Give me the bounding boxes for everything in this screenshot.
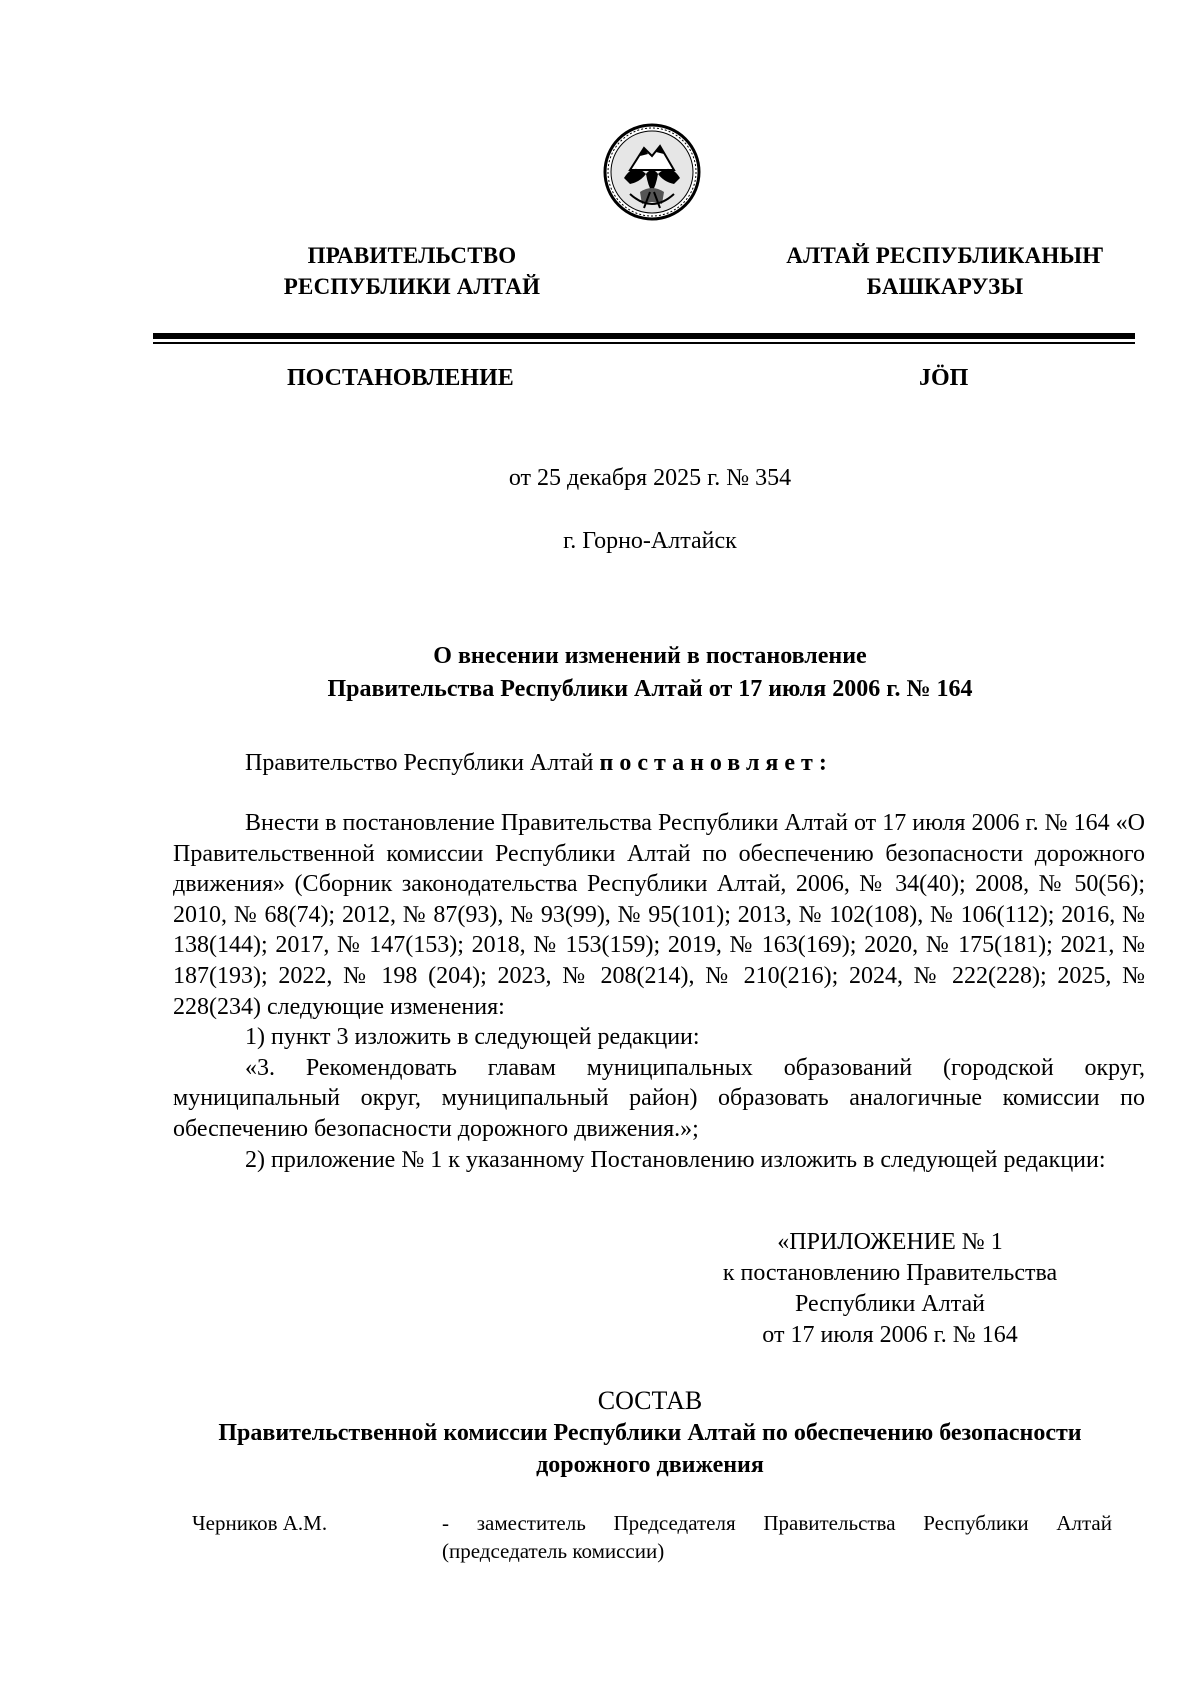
member-role	[442, 1509, 1112, 1565]
doc-type-altai: ЈӦП	[919, 365, 969, 391]
document-body	[173, 808, 1145, 1175]
body-paragraph-2: 1) пункт 3 изложить в следующей редакции:	[245, 1024, 700, 1051]
coat-of-arms-emblem	[600, 122, 704, 222]
appendix-line3: Республики Алтай	[795, 1291, 985, 1317]
header-right-line2: БАШКАРУЗЫ	[866, 274, 1024, 299]
city-line: г. Горно-Алтайск	[563, 528, 737, 554]
header-left-block	[262, 240, 562, 302]
sostav-subtitle-line1: Правительственной комиссии Республики Алтай по обеспечению безопасности	[218, 1420, 1082, 1446]
title-line2: Правительства Республики Алтай от 17 июля 2006 г. № 164	[327, 676, 973, 702]
appendix-line1: «ПРИЛОЖЕНИЕ № 1	[777, 1229, 1003, 1255]
member-role-line2: (председатель комиссии)	[442, 1539, 665, 1563]
header-right-line1: АЛТАЙ РЕСПУБЛИКАНЫҤ	[786, 243, 1104, 268]
member-name: Черников А.М.	[192, 1511, 328, 1535]
sostav-title: СОСТАВ	[597, 1386, 703, 1415]
body-paragraph-3: «3. Рекомендовать главам муниципальных образований (городской округ, муниципальный округ, муниципальный район) образовать аналогичные комиссии по обеспечению безопасности дорожного движения.»;	[173, 1054, 1145, 1142]
header-left-line1: ПРАВИТЕЛЬСТВО	[307, 243, 517, 268]
decree-intro	[245, 748, 1145, 779]
body-paragraph-1: Внести в постановление Правительства Республики Алтай от 17 июля 2006 г. № 164 «О Правительственной комиссии Республики Алтай по обеспечению безопасности дорожного движения» (Сборник законодательства Республики Алтай, 2006, № 34(40); 2008, № 50(56); 2010, № 68(74); 2012, № 87(93), № 93(99), № 95(101); 2013, № 102(108), № 106(112); 2016, № 138(144); 2017, № 147(153); 2018, № 153(159); 2019, № 163(169); 2020, № 175(181); 2021, № 187(193); 2022, № 198 (204); 2023, № 208(214), № 210(216); 2024, № 222(228); 2025, № 228(234) следующие изменения:	[173, 810, 1145, 1020]
doc-type-russian: ПОСТАНОВЛЕНИЕ	[287, 365, 514, 391]
date-number-line: от 25 декабря 2025 г. № 354	[508, 465, 792, 491]
member-role-line1: - заместитель Председателя Правительства Республики Алтай	[442, 1511, 1112, 1535]
document-title	[180, 640, 1120, 706]
appendix-line4: от 17 июля 2006 г. № 164	[762, 1322, 1018, 1348]
header-divider-thin	[153, 342, 1135, 344]
decree-word: постановляет	[599, 750, 819, 776]
header-divider-thick	[153, 333, 1135, 339]
appendix-reference	[700, 1227, 1080, 1351]
header-right-block	[785, 240, 1105, 302]
title-line1: О внесении изменений в постановление	[433, 643, 867, 669]
intro-text: Правительство Республики Алтай	[245, 750, 600, 776]
commission-composition-heading	[180, 1385, 1120, 1481]
body-paragraph-4: 2) приложение № 1 к указанному Постановлению изложить в следующей редакции:	[245, 1146, 1106, 1173]
intro-colon: :	[818, 750, 827, 776]
appendix-line2: к постановлению Правительства	[722, 1260, 1058, 1286]
sostav-subtitle-line2: дорожного движения	[536, 1452, 764, 1478]
header-left-line2: РЕСПУБЛИКИ АЛТАЙ	[283, 274, 541, 299]
